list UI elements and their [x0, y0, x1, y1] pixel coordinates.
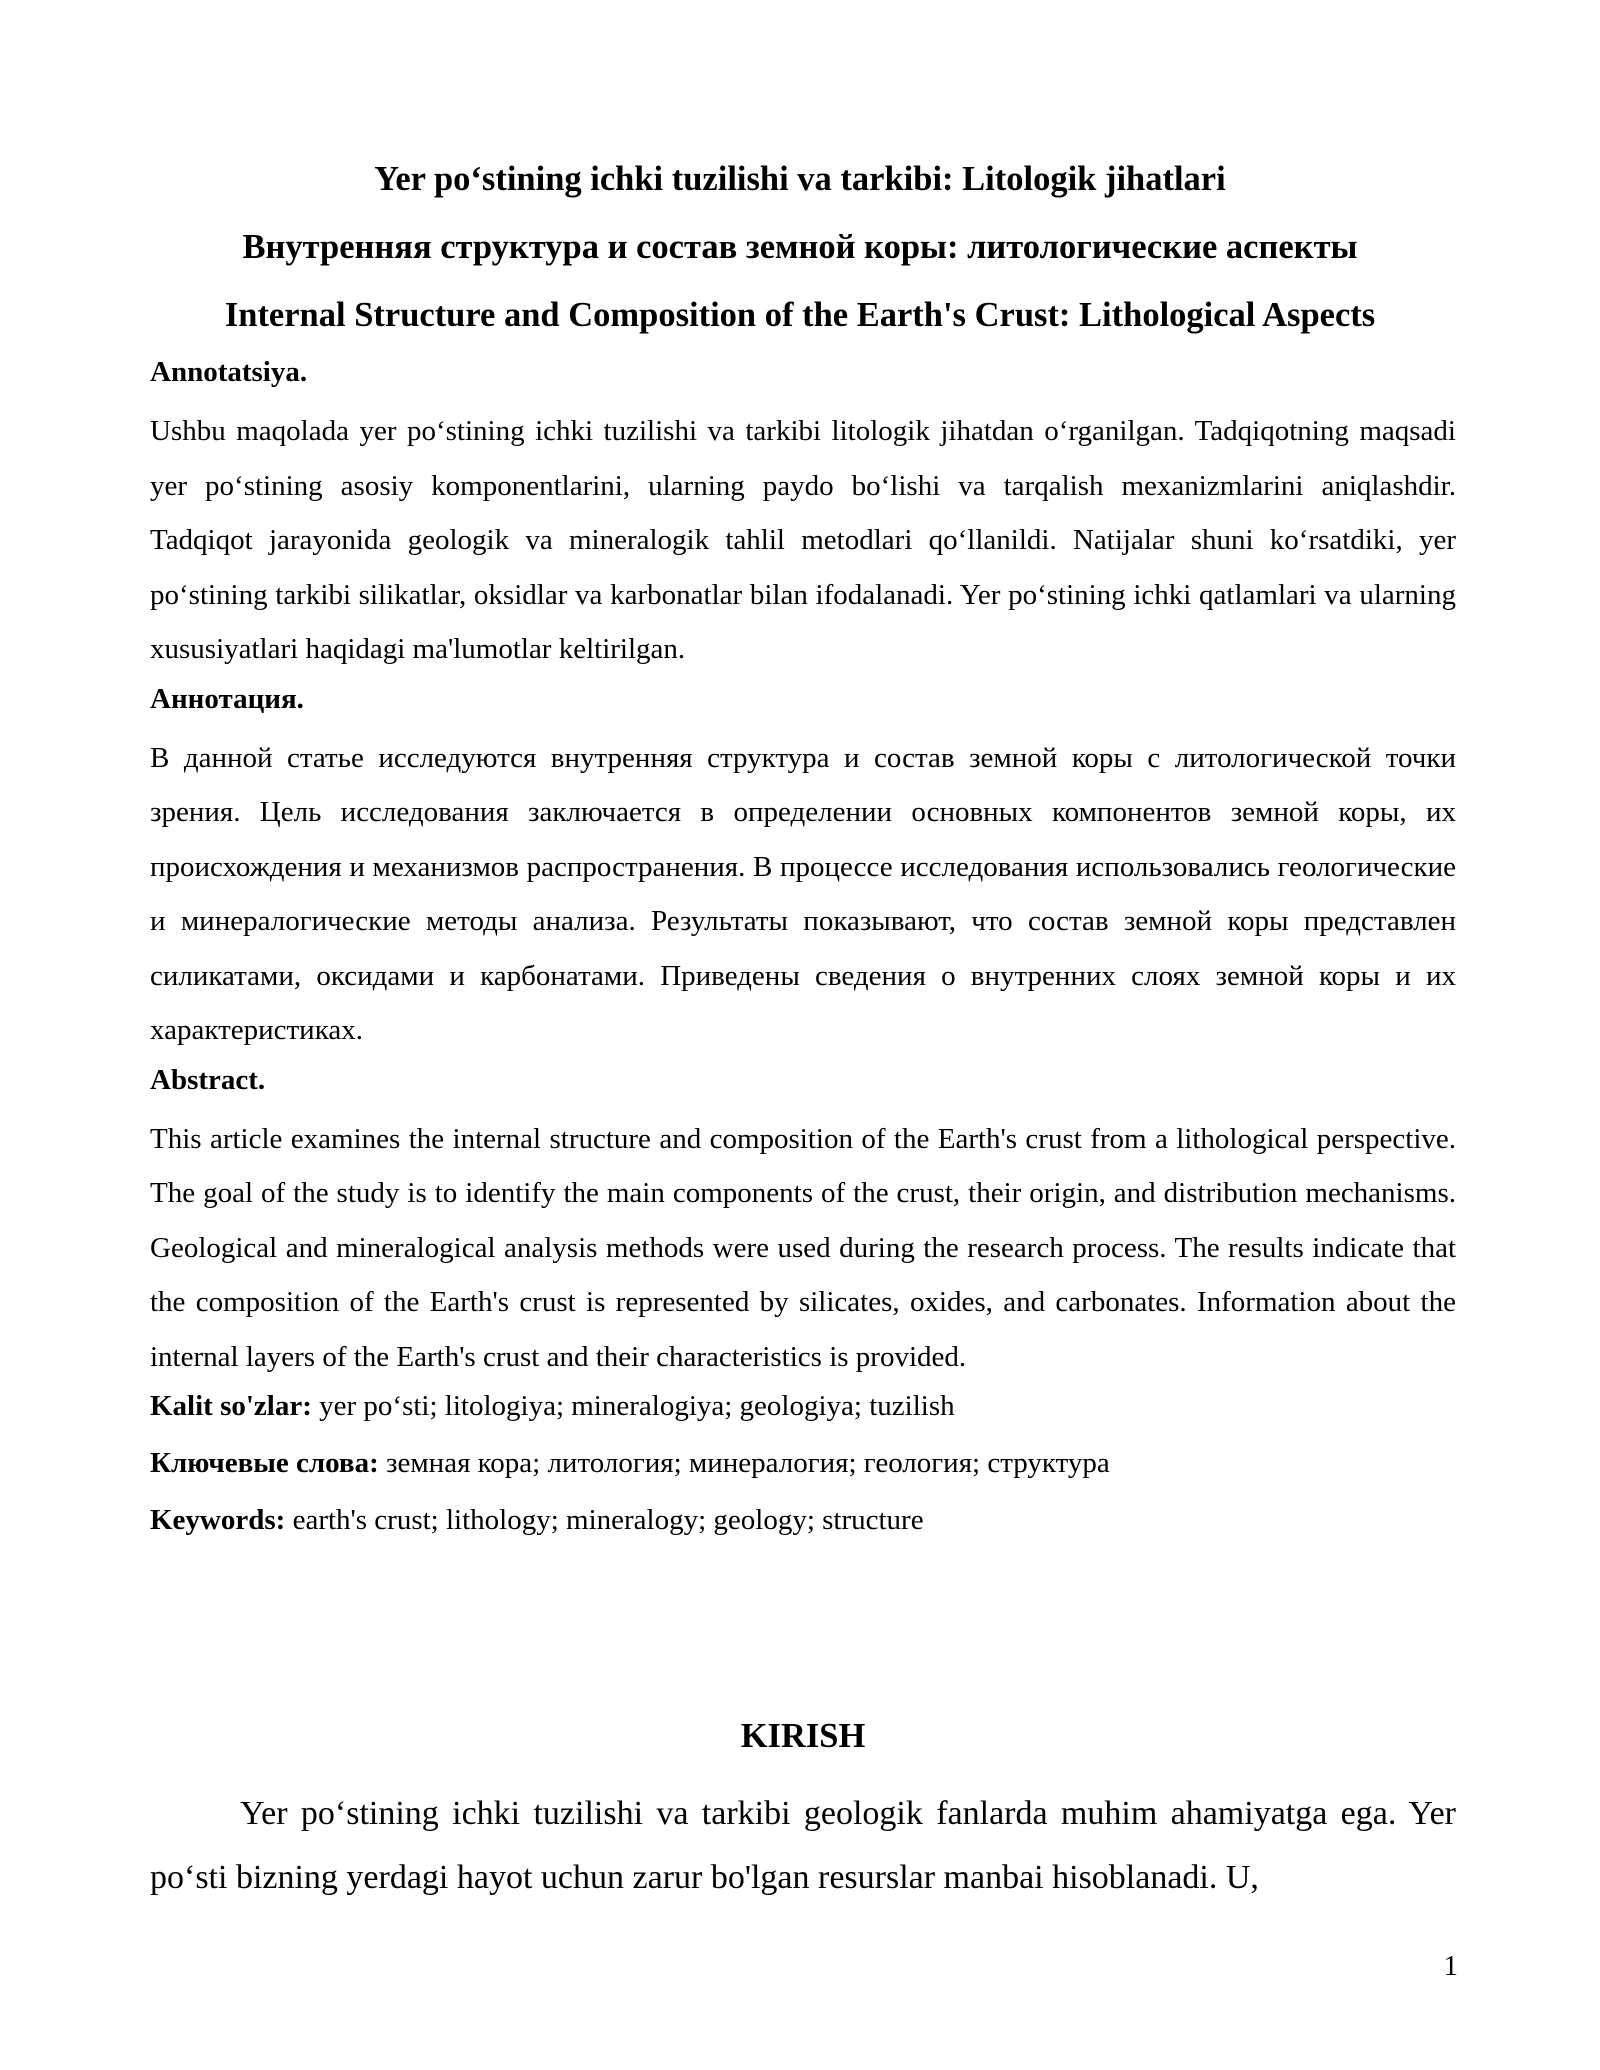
abstract-text-uzbek: Ushbu maqolada yer po‘stining ichki tuzilishi va tarkibi litologik jihatdan o‘rganilgan. Tadqiqotning maqsadi yer po‘stining asosiy komponentlarini, ularning paydo bo‘lishi va tarqalish mexanizmlarini aniqlashdir. Tadqiqot jarayonida geologik va mineralogik tahlil metodlari qo‘llanildi. Natijalar shuni ko‘rsatdiki, yer po‘stining tarkibi silikatlar, oksidlar va karbonatlar bilan ifodalanadi. Yer po‘stining ichki qatlamlari va ularning xususiyatlari haqidagi ma'lumotlar keltirilgan. [150, 415, 1456, 665]
keywords-label-english: Keywords: [150, 1504, 286, 1536]
title-english: Internal Structure and Composition of the Earth's Crust: Lithological Aspects [224, 296, 1376, 334]
title-block [150, 145, 1450, 349]
title-russian: Внутренняя структура и состав земной коры: литологические аспекты [242, 228, 1358, 266]
page-number: 1 [1443, 1950, 1458, 1982]
abstract-text-russian: В данной статье исследуются внутренняя структура и состав земной коры с литологической точки зрения. Цель исследования заключается в определении основных компонентов земной коры, их происхождения и механизмов распространения. В процессе исследования использовались геологические и минералогические методы анализа. Результаты показывают, что состав земной коры представлен силикатами, оксидами и карбонатами. Приведены сведения о внутренних слоях земной коры и их характеристиках. [150, 741, 1456, 1046]
abstracts-block [150, 352, 1456, 1557]
abstract-heading-english: Abstract. [150, 1063, 266, 1096]
title-uzbek: Yer po‘stining ichki tuzilishi va tarkibi: Litologik jihatlari [374, 160, 1226, 198]
keywords-russian [150, 1443, 1456, 1483]
abstract-heading-russian: Аннотация. [150, 682, 304, 715]
keywords-english [150, 1500, 1456, 1540]
keywords-value-russian: земная кора; литология; минералогия; геология; структура [378, 1447, 1110, 1479]
keywords-value-english: earth's crust; lithology; mineralogy; geology; structure [285, 1504, 924, 1536]
keywords-value-uzbek: yer po‘sti; litologiya; mineralogiya; geologiya; tuzilish [311, 1390, 955, 1422]
introduction-heading: KIRISH [740, 1717, 866, 1755]
keywords-uzbek [150, 1386, 1456, 1426]
keywords-label-uzbek: Kalit so'zlar: [150, 1390, 312, 1422]
introduction-text: Yer po‘stining ichki tuzilishi va tarkibi geologik fanlarda muhim ahamiyatga ega. Yer po‘sti bizning yerdagi hayot uchun zarur bo'lgan resurslar manbai hisoblanadi. U, [150, 1795, 1456, 1896]
abstract-text-english: This article examines the internal structure and composition of the Earth's crust from a lithological perspective. The goal of the study is to identify the main components of the crust, their origin, and distribution mechanisms. Geological and mineralogical analysis methods were used during the research process. The results indicate that the composition of the Earth's crust is represented by silicates, oxides, and carbonates. Information about the internal layers of the Earth's crust and their characteristics is provided. [150, 1122, 1456, 1373]
keywords-label-russian: Ключевые слова: [150, 1447, 379, 1479]
abstract-heading-uzbek: Annotatsiya. [150, 356, 308, 388]
